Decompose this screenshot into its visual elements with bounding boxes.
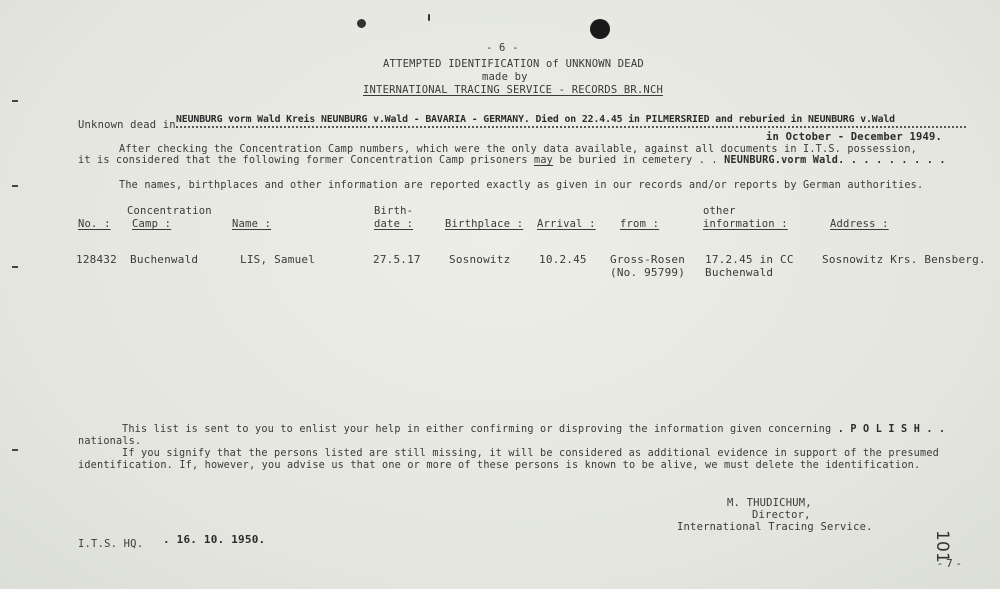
records-note: The names, birthplaces and other information are reported exactly as given in our records and/or reports by German authorities. <box>119 180 924 191</box>
enlist-help-text: This list is sent to you to enlist your help in either confirming or disproving the information given concerning <box>122 424 832 435</box>
cemetery-name: NEUNBURG.vorm Wald. . . . . . . . . <box>724 155 946 166</box>
folio-number: 101 <box>932 530 952 564</box>
cell-from-camp: Gross-Rosen <box>610 253 686 266</box>
location-dotted-rule <box>176 122 966 128</box>
hq-date: . 16. 10. 1950. <box>163 533 266 546</box>
header-birthdate: date : <box>374 218 414 230</box>
document-title: ATTEMPTED IDENTIFICATION of UNKNOWN DEAD <box>383 58 644 70</box>
margin-mark <box>12 185 18 187</box>
cell-other-info: 17.2.45 in CC <box>705 253 794 266</box>
cell-birthplace: Sosnowitz <box>449 253 511 266</box>
header-name: Name : <box>232 218 272 230</box>
header-address: Address : <box>830 218 889 230</box>
nationality: . P O L I S H . . <box>837 424 946 435</box>
header-concentration: Concentration <box>127 205 212 217</box>
intro-prefix: Unknown dead in <box>78 119 176 131</box>
header-camp: Camp : <box>132 218 172 230</box>
signatory-title: Director, <box>752 509 811 521</box>
considered-text: it is considered that the following former Concentration Camp prisoners <box>78 155 528 166</box>
service-line: INTERNATIONAL TRACING SERVICE - RECORDS BR.NCH <box>363 84 663 96</box>
margin-mark <box>12 449 18 451</box>
margin-mark <box>12 266 18 268</box>
next-page-number: - 7 - <box>938 557 961 570</box>
cell-address: Sosnowitz Krs. Bensberg. <box>822 253 986 266</box>
missing-line1: If you signify that the persons listed are still missing, it will be considered as additional evidence in support of the presumed <box>122 448 940 459</box>
cell-other-info-camp: Buchenwald <box>705 266 774 279</box>
enlist-help-line <box>122 424 945 435</box>
ink-speck <box>428 14 430 21</box>
cell-birthdate: 27.5.17 <box>373 253 421 266</box>
nationals-line: nationals. <box>78 436 142 447</box>
burial-location: NEUNBURG vorm Wald Kreis NEUNBURG v.Wald - BAVARIA - GERMANY. Died on 22.4.45 in PILMERSRIED and reburied in NEUNBURG v.Wald <box>176 114 895 125</box>
cell-arrival: 10.2.45 <box>539 253 587 266</box>
header-no: No. : <box>78 218 111 230</box>
buried-text: be buried in cemetery . . <box>559 155 718 166</box>
signatory-organization: International Tracing Service. <box>677 521 873 533</box>
checking-paragraph-line2 <box>78 155 946 166</box>
signatory-name: M. THUDICHUM, <box>727 497 812 509</box>
header-arrival: Arrival : <box>537 218 596 230</box>
cell-name: LIS, Samuel <box>240 253 316 266</box>
margin-mark <box>12 100 18 102</box>
made-by-line: made by <box>482 71 528 83</box>
header-birthplace: Birthplace : <box>445 218 524 230</box>
reburial-date: in October - December 1949. <box>766 131 943 143</box>
checking-paragraph-line1: After checking the Concentration Camp numbers, which were the only data available, against all documents in I.T.S. possession, <box>119 144 918 155</box>
header-other: other <box>703 205 736 217</box>
cell-camp: Buchenwald <box>130 253 199 266</box>
punch-hole <box>590 19 610 39</box>
header-from: from : <box>620 218 660 230</box>
may-text: may <box>534 155 554 166</box>
hq-label: I.T.S. HQ. <box>78 538 144 550</box>
page-number: - 6 - <box>486 42 519 54</box>
cell-from-number: (No. 95799) <box>610 266 686 279</box>
cell-no: 128432 <box>76 253 117 266</box>
missing-line2: identification. If, however, you advise us that one or more of these persons is known to be alive, we must delete the identification. <box>78 460 921 471</box>
header-birth: Birth- <box>374 205 414 217</box>
ink-speck <box>357 19 366 28</box>
header-other-information: information : <box>703 218 788 230</box>
